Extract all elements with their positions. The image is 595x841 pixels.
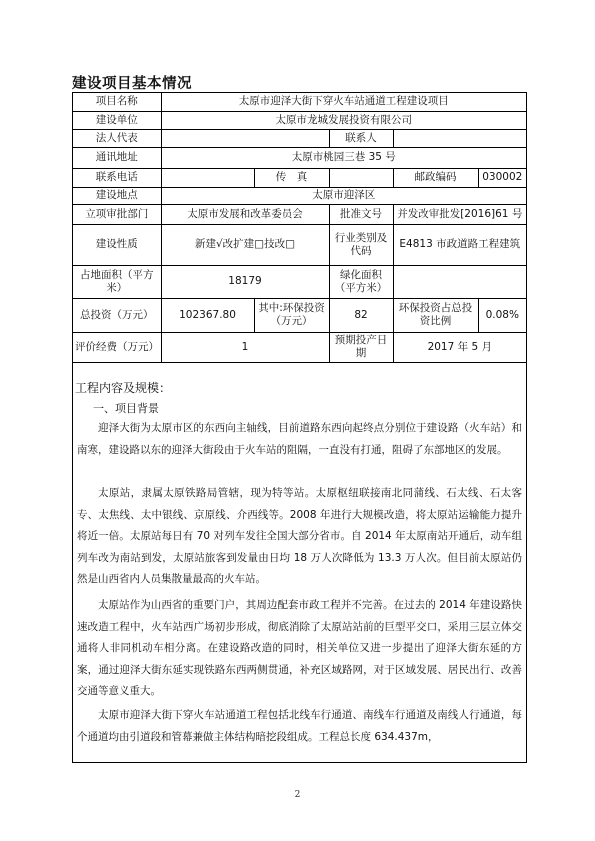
page-title: 建设项目基本情况 [72, 76, 192, 92]
content-frame [72, 92, 527, 763]
postcode-value: 030002 [478, 168, 526, 187]
approval-dept-label: 立项审批部门 [73, 204, 161, 224]
eval-fee-value: 1 [161, 332, 329, 362]
project-name-value: 太原市迎泽大街下穿火车站通道工程建设项目 [161, 93, 526, 111]
table-row [73, 147, 526, 168]
table-row [73, 168, 526, 187]
address-label: 通讯地址 [73, 147, 161, 168]
industry-label: 行业类别及代码 [329, 224, 393, 265]
legal-rep-label: 法人代表 [73, 129, 161, 147]
area-label: 占地面积（平方米） [73, 265, 161, 298]
table-row [73, 111, 526, 129]
contact-label: 联系人 [329, 129, 393, 147]
prod-date-value: 2017 年 5 月 [393, 332, 526, 362]
table-row [73, 93, 526, 111]
project-name-label: 项目名称 [73, 93, 161, 111]
contact-value [393, 129, 526, 147]
legal-rep-value [161, 129, 329, 147]
paragraph: 迎泽大街为太原市区的东西向主轴线，目前道路东西向起终点分别位于建设路（火车站）和南寒，建设路以东的迎泽大街段由于火车站的阻隔，一直没有打通，阻碍了东部地区的发展。 [77, 422, 522, 456]
industry-value: E4813 市政道路工程建筑 [393, 224, 526, 265]
postcode-label: 邮政编码 [393, 168, 478, 187]
table-row [73, 298, 526, 332]
invest-label: 总投资（万元） [73, 298, 161, 332]
paragraph: 太原站，隶属太原铁路局管辖，现为特等站。太原枢纽联接南北同蒲线、石太线、石太客专、太焦线、太中银线、京原线、介西线等。2008 年进行大规模改造，将太原站运输能力提升将近一倍。太原站每日有 70 对列车发往全国大部分省市。自 2014 年太原南站开通后，动车组列车改为南站到发，太原站旅客到发量由日均 18 万人次降低为 13.3 万人次。但目前太原站仍然是山西省内人员集散量最高的火车站。 [77, 487, 522, 585]
page-number: 2 [294, 790, 301, 800]
nature-label: 建设性质 [73, 224, 161, 265]
env-ratio-label: 环保投资占总投资比例 [393, 298, 478, 332]
approval-no-value: 并发改审批发[2016]61 号 [393, 204, 526, 224]
table-row [73, 332, 526, 362]
fax-label: 传 真 [254, 168, 329, 187]
table-row [73, 187, 526, 204]
area-value: 18179 [161, 265, 329, 298]
eval-fee-label: 评价经费（万元） [73, 332, 161, 362]
env-invest-label: 其中:环保投资（万元） [254, 298, 329, 332]
location-value: 太原市迎泽区 [161, 187, 526, 204]
section-title: 工程内容及规模： [75, 381, 172, 395]
table-row [73, 204, 526, 224]
fax-value [329, 168, 393, 187]
approval-no-label: 批准文号 [329, 204, 393, 224]
green-value [393, 265, 526, 298]
table-row [73, 129, 526, 147]
phone-value [161, 168, 254, 187]
nature-value: 新建√改扩建□技改□ [161, 224, 329, 265]
phone-label: 联系电话 [73, 168, 161, 187]
prod-date-label: 预期投产日期 [329, 332, 393, 362]
address-value: 太原市桃园三巷 35 号 [161, 147, 526, 168]
location-label: 建设地点 [73, 187, 161, 204]
paragraph: 太原站作为山西省的重要门户，其周边配套市政工程并不完善。在过去的 2014 年建设路快速改造工程中，火车站西广场初步形成，彻底消除了太原站站前的巨型平交口，采用三层立体交通将人非同机动车相分离。在建设路改造的同时，相关单位又进一步提出了迎泽大街东延的方案，通过迎泽大街东延实现铁路东西两侧贯通，补充区域路网，对于区域发展、居民出行、改善交通等意义重大。 [77, 599, 522, 697]
table-row [73, 224, 526, 265]
unit-label: 建设单位 [73, 111, 161, 129]
env-ratio-value: 0.08% [478, 298, 526, 332]
approval-dept-value: 太原市发展和改革委员会 [161, 204, 329, 224]
green-label: 绿化面积（平方米） [329, 265, 393, 298]
table-row [73, 265, 526, 298]
subsection-title: 一、项目背景 [93, 402, 159, 415]
basic-info-table [73, 93, 526, 363]
invest-value: 102367.80 [161, 298, 254, 332]
paragraph: 太原市迎泽大街下穿火车站通道工程包括北线车行通道、南线车行通道及南线人行通道，每个通道均由引道段和管幕兼做主体结构暗挖段组成。工程总长度 634.437m， [77, 709, 522, 743]
env-invest-value: 82 [329, 298, 393, 332]
unit-value: 太原市龙城发展投资有限公司 [161, 111, 526, 129]
